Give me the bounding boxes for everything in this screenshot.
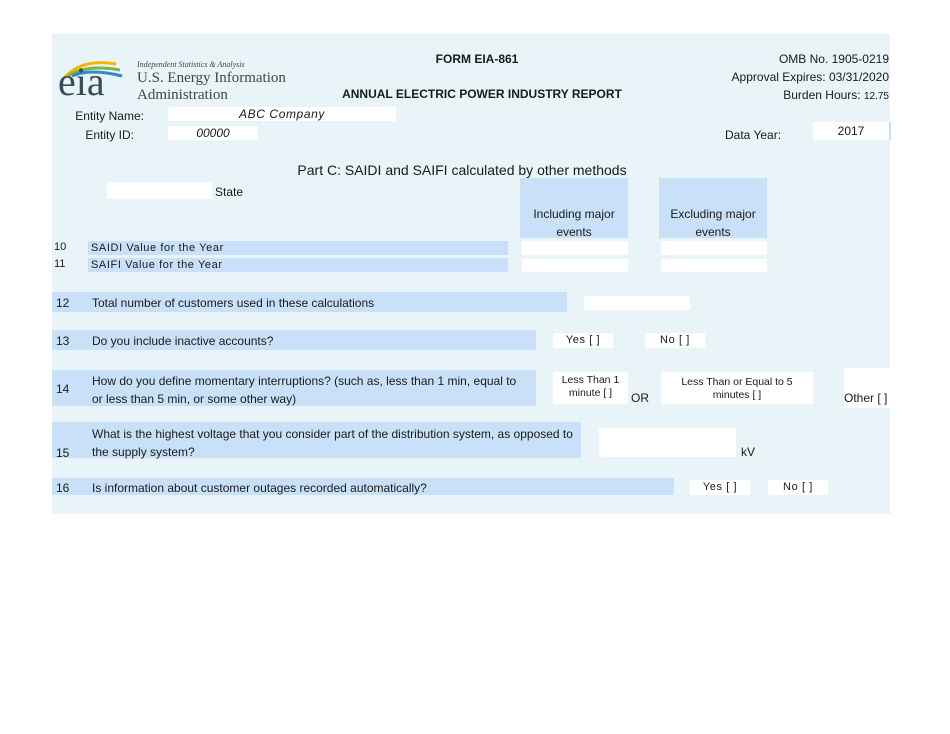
row-15-number: 15 [56,446,70,460]
or-label: OR [631,391,649,405]
report-title: ANNUAL ELECTRIC POWER INDUSTRY REPORT [342,87,622,101]
form-eia-861 [52,34,890,514]
burden-hours [652,88,889,102]
col-header-including [520,178,628,238]
col-excluding-label: Excluding major events [670,207,756,239]
kv-unit-label: kV [741,445,756,459]
col-including-label: Including major events [533,207,615,239]
row-16-label: Is information about customer outages recorded automatically? [92,481,427,495]
data-year-field[interactable]: 2017 [813,122,891,140]
auto-outage-no-option[interactable]: No [ ] [768,480,828,495]
part-title: Part C: SAIDI and SAIFI calculated by other methods [297,162,627,178]
row-11-label: SAIFI Value for the Year [88,258,508,272]
distribution-voltage-input[interactable] [599,428,736,457]
logo-line2: Administration [137,87,228,103]
col-header-excluding [659,178,767,238]
row-14-band [52,370,536,406]
row-11-number: 11 [54,258,66,270]
logo-mark: eia [58,59,105,104]
logo-line1: U.S. Energy Information [137,70,286,86]
row-10-number: 10 [54,241,67,253]
form-title: FORM EIA-861 [435,52,519,66]
burden-value: 12.75 [863,91,889,102]
eia-logo [58,52,130,108]
saidi-excluding-input[interactable] [661,241,767,255]
state-label: State [215,185,244,199]
saifi-including-input[interactable] [522,259,628,272]
row-15-label: What is the highest voltage that you consider part of the distribution system, as opposed to the supply system? [92,427,573,459]
omb-number: OMB No. 1905-0219 [778,52,889,66]
approval-expires [652,70,889,84]
momentary-5min-option[interactable]: Less Than or Equal to 5 minutes [ ] [661,372,813,404]
entity-id-label: Entity ID: [85,128,134,142]
entity-name-label: Entity Name: [75,109,144,123]
burden-label: Burden Hours: [783,88,861,102]
row-12-label: Total number of customers used in these calculations [92,296,375,310]
inactive-yes-option[interactable]: Yes [ ] [553,333,613,348]
momentary-other-box[interactable] [844,368,890,408]
data-year-label: Data Year: [725,128,782,142]
row-16-number: 16 [56,481,70,495]
entity-name-field[interactable]: ABC Company [168,107,396,121]
momentary-1min-option[interactable]: Less Than 1 minute [ ] [553,372,628,404]
logo-tagline: Independent Statistics & Analysis [137,60,245,69]
approval-label: Approval Expires: [731,70,826,84]
state-field[interactable] [107,182,212,199]
row-13-band [52,330,536,350]
entity-id-field[interactable]: 00000 [168,126,258,140]
row-12-number: 12 [56,296,70,310]
auto-outage-yes-option[interactable]: Yes [ ] [690,480,750,495]
saidi-including-input[interactable] [522,241,628,255]
row-13-number: 13 [56,334,70,348]
total-customers-input[interactable] [584,296,690,310]
row-12-band [52,292,567,312]
inactive-no-option[interactable]: No [ ] [645,333,705,348]
row-10-label: SAIDI Value for the Year [88,241,508,255]
row-16-band [52,478,674,495]
row-15-band [52,422,581,458]
momentary-other-option: Other [ ] [844,391,888,405]
row-14-number: 14 [56,382,70,396]
row-13-label: Do you include inactive accounts? [92,334,274,348]
row-14-label: How do you define momentary interruptions? (such as, less than 1 min, equal to or less than 5 min, or some other way) [92,374,517,406]
approval-date: 03/31/2020 [828,70,889,84]
saifi-excluding-input[interactable] [661,259,767,272]
